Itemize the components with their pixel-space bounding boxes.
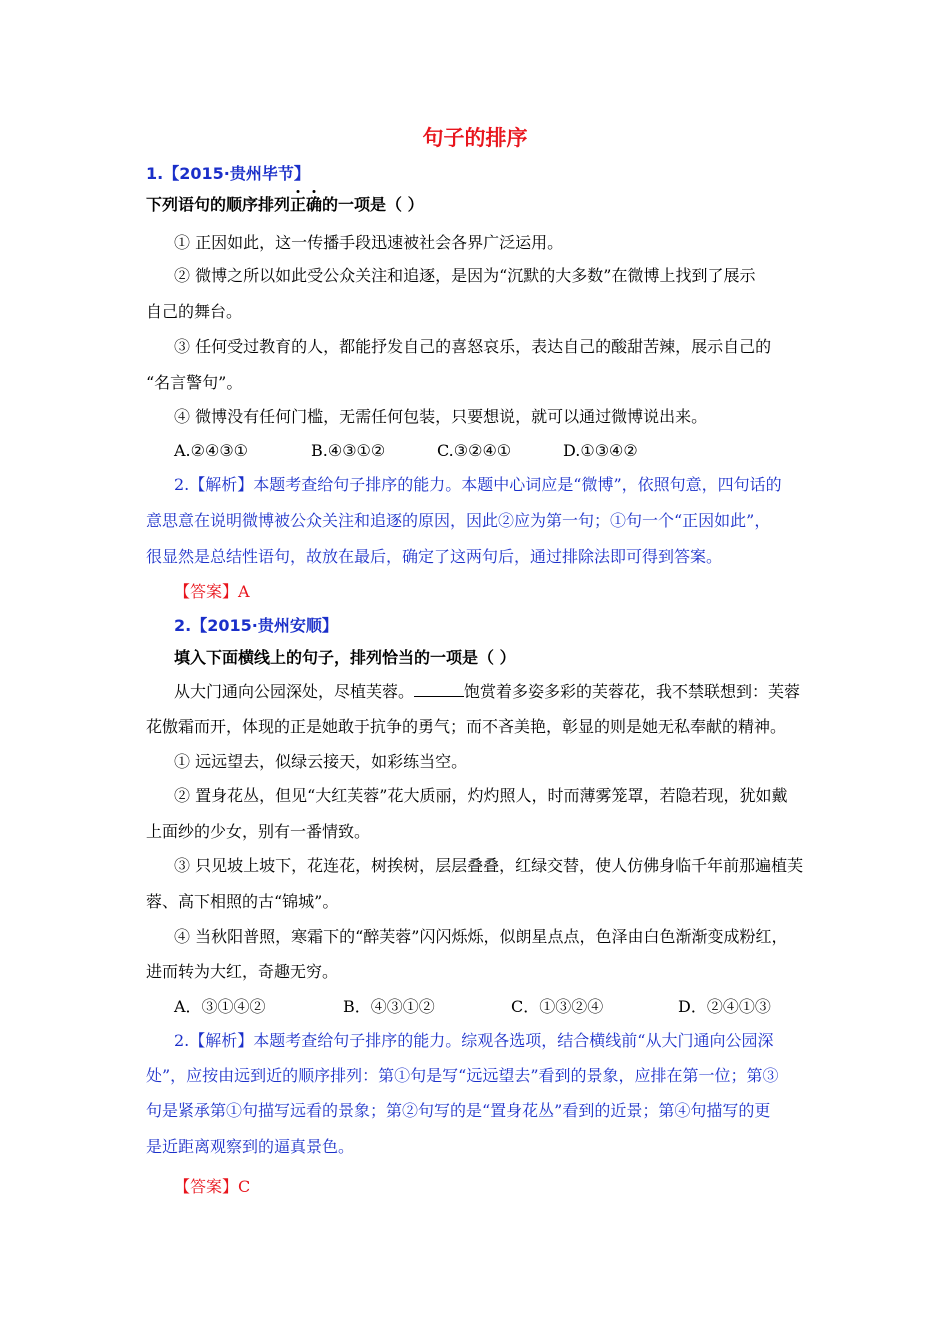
q2-option-d: D．②④①③	[678, 997, 771, 1016]
q1-sentence-2-line2: 自己的舞台。	[146, 302, 243, 321]
q2-analysis-line1: 2.【解析】本题考查给句子排序的能力。综观各选项，结合横线前“从大门通向公园深	[174, 1031, 774, 1050]
q1-option-c: C.③②④①	[437, 441, 512, 460]
q1-answer: 【答案】A	[174, 582, 250, 601]
q1-sentence-3-line1: ③ 任何受过教育的人，都能抒发自己的喜怒哀乐，表达自己的酸甜苦辣，展示自己的	[174, 337, 772, 356]
q2-option-c: C．①③②④	[511, 997, 604, 1016]
q2-stem: 填入下面横线上的句子，排列恰当的一项是（ ）	[174, 648, 516, 667]
q1-source: 1.【2015·贵州毕节】	[146, 164, 310, 183]
q1-sentence-4: ④ 微博没有任何门槛，无需任何包装，只要想说，就可以通过微博说出来。	[174, 407, 708, 426]
q2-sentence-2-line1: ② 置身花丛，但见“大红芙蓉”花大质丽，灼灼照人，时而薄雾笼罩，若隐若现，犹如戴	[174, 786, 788, 805]
q2-sentence-4-line2: 进而转为大红，奇趣无穷。	[146, 962, 339, 981]
q2-analysis-line2: 处”，应按由远到近的顺序排列：第①句是写“远远望去”看到的景象，应排在第一位；第③	[146, 1066, 779, 1085]
q1-analysis-line2: 意思意在说明微博被公众关注和追逐的原因，因此②应为第一句；①句一个“正因如此”，	[146, 511, 771, 530]
fill-blank	[414, 682, 464, 697]
q2-option-a: A．③①④②	[174, 997, 266, 1016]
q1-analysis-line3: 很显然是总结性语句，故放在最后，确定了这两句后，通过排除法即可得到答案。	[146, 547, 723, 566]
q1-option-a: A.②④③①	[174, 441, 249, 460]
q2-analysis-line4: 是近距离观察到的逼真景色。	[146, 1137, 355, 1156]
q1-sentence-2-line1: ② 微博之所以如此受公众关注和追逐，是因为“沉默的大多数”在微博上找到了展示	[174, 266, 756, 285]
q2-sentence-3-line1: ③ 只见坡上坡下，花连花，树挨树，层层叠叠，红绿交替，使人仿佛身临千年前那遍植芙	[174, 856, 804, 875]
q2-option-b: B．④③①②	[343, 997, 435, 1016]
q2-sentence-4-line1: ④ 当秋阳普照，寒霜下的“醉芙蓉”闪闪烁烁，似朗星点点，色泽由白色渐渐变成粉红，	[174, 927, 788, 946]
q1-option-b: B.④③①②	[311, 441, 386, 460]
q2-paragraph-line2: 花傲霜而开，体现的正是她敢于抗争的勇气；而不吝美艳，彰显的则是她无私奉献的精神。	[146, 717, 787, 736]
q2-sentence-1: ① 远远望去，似绿云接天，如彩练当空。	[174, 752, 468, 771]
q1-sentence-3-line2: “名言警句”。	[146, 373, 243, 392]
page-title: 句子的排序	[422, 126, 528, 150]
q2-sentence-2-line2: 上面纱的少女，别有一番情致。	[146, 822, 371, 841]
q2-source: 2.【2015·贵州安顺】	[174, 616, 338, 635]
q2-sentence-3-line2: 蓉、高下相照的古“锦城”。	[146, 892, 339, 911]
q1-sentence-1: ① 正因如此，这一传播手段迅速被社会各界广泛运用。	[174, 233, 564, 252]
q2-analysis-line3: 句是紧承第①句描写远看的景象；第②句写的是“置身花丛”看到的近景；第④句描写的更	[146, 1101, 771, 1120]
q1-stem: 下列语句的顺序排列正确的一项是（ ）	[146, 195, 424, 214]
q1-option-d: D.①③④②	[563, 441, 638, 460]
q1-analysis-line1: 2.【解析】本题考查给句子排序的能力。本题中心词应是“微博”，依照句意，四句话的	[174, 475, 782, 494]
q2-paragraph-line1: 从大门通向公园深处，尽植芙蓉。 饱赏着多姿多彩的芙蓉花，我不禁联想到：芙蓉	[174, 682, 801, 701]
q2-answer: 【答案】C	[174, 1177, 251, 1196]
